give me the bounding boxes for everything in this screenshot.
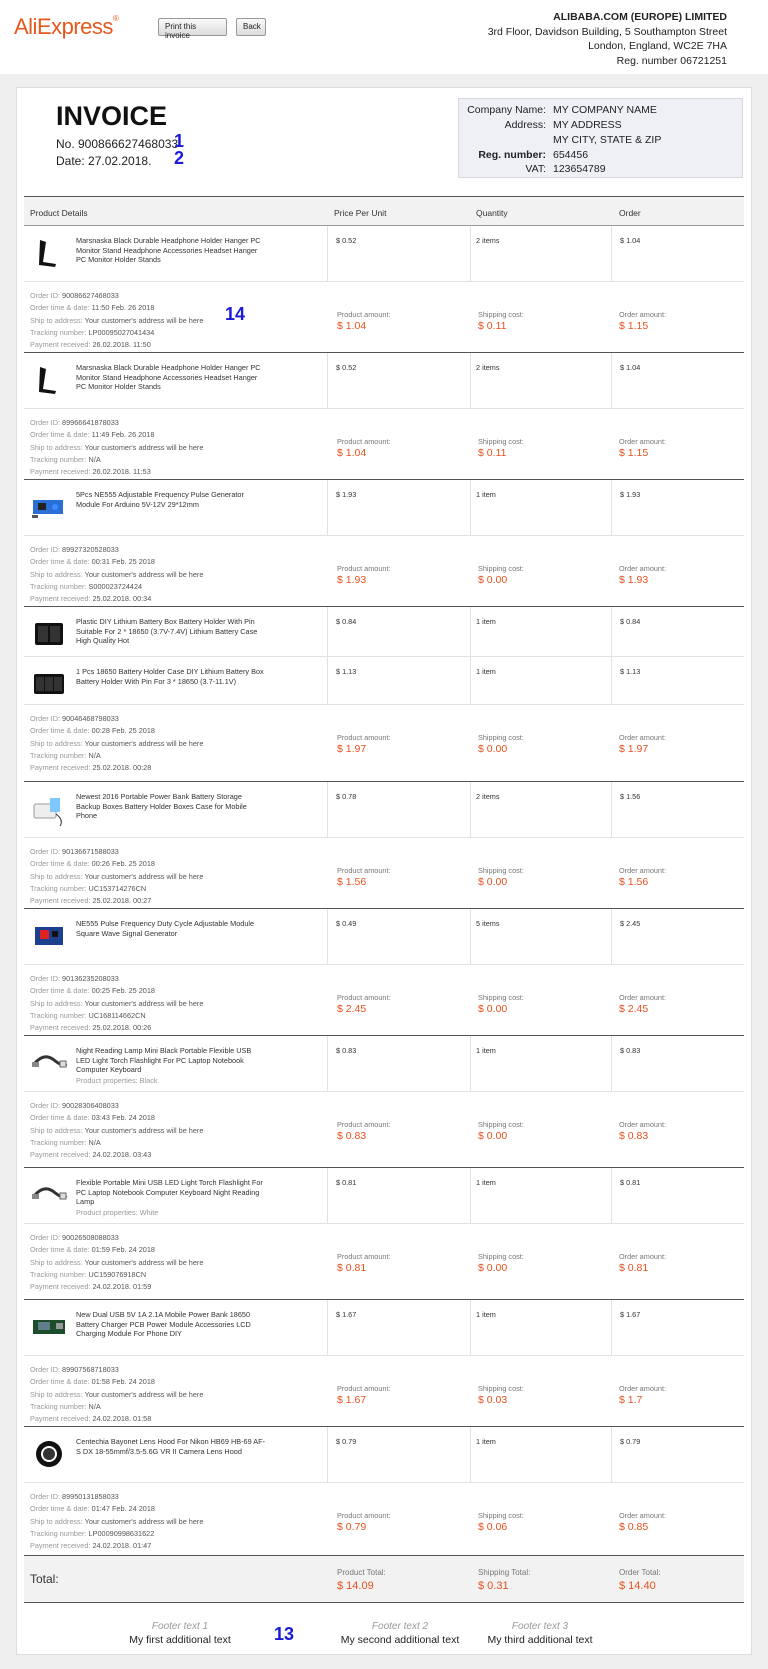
quantity: 1 item	[476, 490, 496, 499]
order-amount-value: $ 1.15	[619, 447, 649, 459]
line-order-total: $ 0.81	[620, 1178, 641, 1187]
tracking-number: Tracking number: N/A	[30, 1401, 101, 1411]
seller-company-name: ALIBABA.COM (EUROPE) LIMITED	[553, 11, 727, 23]
product-amount-value: $ 1.97	[337, 743, 367, 755]
order-section	[24, 909, 744, 1036]
order-amount-value: $ 0.81	[619, 1262, 649, 1274]
line-order-total: $ 1.04	[620, 363, 641, 372]
line-order-total: $ 2.45	[620, 919, 641, 928]
product-amount-value: $ 1.93	[337, 574, 367, 586]
order-meta	[30, 417, 320, 478]
address-label: Address:	[504, 119, 546, 131]
product-row	[24, 607, 744, 657]
billing-info-box	[458, 98, 743, 178]
unit-price: $ 1.93	[336, 490, 357, 499]
shipping-cost-label: Shipping cost:	[478, 1120, 524, 1129]
product-name[interactable]: Plastic DIY Lithium Battery Box Battery Holder With Pin Suitable For 2 * 18650 (3.7V-7.4V) Lithium Battery Case High Quality Hot	[76, 617, 258, 645]
headphone-holder-icon[interactable]	[30, 234, 68, 272]
pulse-generator-module-icon[interactable]	[30, 488, 68, 526]
order-amount-label: Order amount:	[619, 1120, 667, 1129]
product-row	[24, 1300, 744, 1356]
shipping-cost-label: Shipping cost:	[478, 993, 524, 1002]
shipping-cost-value: $ 0.00	[478, 1003, 508, 1015]
order-section	[24, 480, 744, 607]
line-order-total: $ 1.67	[620, 1310, 641, 1319]
product-amount-value: $ 1.04	[337, 320, 367, 332]
product-name[interactable]: New Dual USB 5V 1A 2.1A Mobile Power Bank 18650 Battery Charger PCB Power Module Accessories LCD Charging Module For Phone DIY	[76, 1310, 251, 1338]
product-amount-label: Product amount:	[337, 733, 391, 742]
order-total-value: $ 14.40	[619, 1580, 656, 1592]
print-invoice-button[interactable]: Print this invoice	[158, 18, 227, 36]
order-id: Order ID: 90136235208033	[30, 974, 119, 983]
seller-address-line-1: 3rd Floor, Davidson Building, 5 Southampton Street	[487, 25, 727, 38]
order-section	[24, 226, 744, 353]
shipping-cost-value: $ 0.00	[478, 1262, 508, 1274]
reg-number-label: Reg. number:	[478, 149, 546, 161]
shipping-cost-label: Shipping cost:	[478, 437, 524, 446]
line-order-total: $ 0.84	[620, 617, 641, 626]
order-time: Order time & date: 00:25 Feb. 25 2018	[30, 986, 155, 996]
product-amount-value: $ 1.56	[337, 876, 367, 888]
product-amount-label: Product amount:	[337, 1511, 391, 1520]
quantity: 1 item	[476, 1046, 496, 1055]
quantity: 2 items	[476, 363, 500, 372]
quantity: 1 item	[476, 1178, 496, 1187]
order-meta	[30, 290, 320, 351]
unit-price: $ 0.79	[336, 1437, 357, 1446]
quantity: 1 item	[476, 1437, 496, 1446]
col-price-per-unit: Price Per Unit	[334, 208, 387, 218]
ship-to-address: Ship to address: Your customer's address will be here	[30, 442, 204, 452]
product-amount-value: $ 2.45	[337, 1003, 367, 1015]
unit-price: $ 0.52	[336, 363, 357, 372]
order-amount-label: Order amount:	[619, 564, 667, 573]
product-amount-value: $ 0.79	[337, 1521, 367, 1533]
seller-company-info	[488, 10, 727, 68]
order-time: Order time & date: 00:26 Feb. 25 2018	[30, 859, 155, 869]
shipping-total-label: Shipping Total:	[478, 1568, 531, 1577]
marker-14: 14	[225, 304, 246, 324]
product-total-label: Product Total:	[337, 1568, 386, 1577]
footer-1	[110, 1621, 250, 1646]
unit-price: $ 0.84	[336, 617, 357, 626]
tracking-number: Tracking number: UC159076918CN	[30, 1269, 147, 1279]
order-section	[24, 607, 744, 782]
unit-price: $ 0.81	[336, 1178, 357, 1187]
lens-hood-icon[interactable]	[30, 1435, 68, 1473]
order-meta	[30, 1232, 320, 1293]
tracking-number: Tracking number: N/A	[30, 1137, 101, 1147]
payment-received: Payment received: 24.02.2018. 01:47	[30, 1541, 152, 1551]
unit-price: $ 0.49	[336, 919, 357, 928]
shipping-total-value: $ 0.31	[478, 1580, 509, 1592]
invoice-title: INVOICE	[56, 101, 168, 131]
product-name[interactable]: Newest 2016 Portable Power Bank Battery Storage Backup Boxes Battery Holder Boxes Case for Mobile Phone	[76, 792, 247, 820]
payment-received: Payment received: 25.02.2018. 00:28	[30, 763, 152, 773]
product-amount-label: Product amount:	[337, 310, 391, 319]
order-id: Order ID: 89927320528033	[30, 545, 119, 554]
power-bank-module-icon[interactable]	[30, 1308, 68, 1346]
order-id: Order ID: 89950131858033	[30, 1492, 119, 1501]
product-row	[24, 1427, 744, 1483]
product-amount-label: Product amount:	[337, 1384, 391, 1393]
totals-row	[24, 1556, 744, 1603]
payment-received: Payment received: 24.02.2018. 03:43	[30, 1150, 152, 1160]
ship-to-address: Ship to address: Your customer's address will be here	[30, 998, 204, 1008]
headphone-holder-icon[interactable]	[30, 361, 68, 399]
shipping-cost-value: $ 0.03	[478, 1394, 508, 1406]
product-properties: Product properties: White	[76, 1207, 159, 1217]
product-amount-value: $ 0.81	[337, 1262, 367, 1274]
order-time: Order time & date: 03:43 Feb. 24 2018	[30, 1113, 155, 1123]
product-row	[24, 782, 744, 838]
footer-1-text: My first additional text	[129, 1634, 231, 1646]
order-id: Order ID: 90026508088033	[30, 1233, 119, 1242]
product-name[interactable]: 1 Pcs 18650 Battery Holder Case DIY Lithium Battery Box Battery Holder With Pin For 3 * 18650 (3.7-11.1V)	[76, 667, 264, 686]
ship-to-address: Ship to address: Your customer's address will be here	[30, 1389, 204, 1399]
order-amount-value: $ 1.97	[619, 743, 649, 755]
order-id: Order ID: 89907568718033	[30, 1365, 119, 1374]
shipping-cost-value: $ 0.00	[478, 1130, 508, 1142]
payment-received: Payment received: 25.02.2018. 00:27	[30, 896, 152, 906]
line-order-total: $ 1.04	[620, 236, 641, 245]
payment-received: Payment received: 25.02.2018. 00:26	[30, 1023, 152, 1033]
product-row	[24, 353, 744, 409]
shipping-cost-label: Shipping cost:	[478, 1252, 524, 1261]
payment-received: Payment received: 24.02.2018. 01:58	[30, 1414, 152, 1424]
product-row	[24, 1168, 744, 1224]
product-total-value: $ 14.09	[337, 1580, 374, 1592]
shipping-cost-label: Shipping cost:	[478, 1511, 524, 1520]
shipping-cost-value: $ 0.06	[478, 1521, 508, 1533]
product-name[interactable]: Marsnaska Black Durable Headphone Holder Hanger PC Monitor Stand Headphone Accessories Headset Hanger PC Monitor Holder Stands	[76, 236, 261, 264]
order-meta	[30, 846, 320, 907]
line-order-total: $ 1.13	[620, 667, 641, 676]
quantity: 1 item	[476, 1310, 496, 1319]
product-name[interactable]: NE555 Pulse Frequency Duty Cycle Adjustable Module Square Wave Signal Generator	[76, 919, 255, 938]
quantity: 1 item	[476, 617, 496, 626]
order-amount-label: Order amount:	[619, 1252, 667, 1261]
order-section	[24, 1427, 744, 1556]
payment-received: Payment received: 26.02.2018. 11:53	[30, 467, 151, 477]
order-amount-label: Order amount:	[619, 310, 667, 319]
ship-to-address: Ship to address: Your customer's address will be here	[30, 315, 204, 325]
company-name-label: Company Name:	[467, 104, 546, 116]
product-amount-label: Product amount:	[337, 437, 391, 446]
order-section	[24, 353, 744, 480]
marker-1: 1	[174, 131, 185, 151]
order-amount-value: $ 1.93	[619, 574, 649, 586]
vat-label: VAT:	[525, 163, 546, 175]
order-meta	[30, 544, 320, 605]
vat-value: 123654789	[553, 163, 606, 175]
footer-2-text: My second additional text	[340, 1634, 460, 1646]
order-meta	[30, 973, 320, 1034]
order-amount-value: $ 0.83	[619, 1130, 649, 1142]
shipping-cost-value: $ 0.11	[478, 447, 507, 459]
shipping-cost-label: Shipping cost:	[478, 310, 524, 319]
product-row	[24, 909, 744, 965]
order-amount-label: Order amount:	[619, 866, 667, 875]
reg-number-value: 654456	[553, 149, 589, 161]
footer-1-title: Footer text 1	[151, 1621, 209, 1632]
total-label: Total:	[30, 1572, 59, 1586]
line-order-total: $ 1.56	[620, 792, 641, 801]
line-order-total: $ 1.93	[620, 490, 641, 499]
product-row	[24, 480, 744, 536]
order-amount-label: Order amount:	[619, 1384, 667, 1393]
ship-to-address: Ship to address: Your customer's address will be here	[30, 738, 204, 748]
product-amount-label: Product amount:	[337, 1120, 391, 1129]
order-amount-value: $ 1.56	[619, 876, 649, 888]
order-section	[24, 782, 744, 909]
footer-3	[470, 1621, 610, 1646]
order-time: Order time & date: 11:49 Feb. 26 2018	[30, 430, 155, 440]
battery-holder-icon[interactable]	[30, 615, 68, 653]
footer-2-title: Footer text 2	[371, 1621, 429, 1632]
aliexpress-logo: AliExpress®	[14, 14, 119, 39]
product-properties: Product properties: Black	[76, 1075, 158, 1085]
ship-to-address: Ship to address: Your customer's address will be here	[30, 1516, 204, 1526]
order-time: Order time & date: 01:58 Feb. 24 2018	[30, 1377, 155, 1387]
payment-received: Payment received: 24.02.2018. 01:59	[30, 1282, 152, 1292]
order-meta	[30, 1100, 320, 1161]
back-button[interactable]: Back	[236, 18, 266, 36]
seller-address-line-2: London, England, WC2E 7HA	[588, 40, 727, 52]
product-amount-label: Product amount:	[337, 866, 391, 875]
footer-2	[330, 1621, 470, 1646]
col-product-details: Product Details	[30, 208, 88, 218]
shipping-cost-value: $ 0.00	[478, 574, 508, 586]
address-value: MY ADDRESS	[553, 119, 622, 131]
col-quantity: Quantity	[476, 208, 508, 218]
product-amount-value: $ 0.83	[337, 1130, 367, 1142]
order-amount-label: Order amount:	[619, 993, 667, 1002]
line-order-total: $ 0.83	[620, 1046, 641, 1055]
ship-to-address: Ship to address: Your customer's address will be here	[30, 569, 204, 579]
payment-received: Payment received: 26.02.2018. 11:50	[30, 340, 151, 350]
invoice-date: Date: 27.02.2018.	[56, 154, 152, 168]
product-amount-value: $ 1.04	[337, 447, 367, 459]
footer-3-text: My third additional text	[487, 1634, 593, 1646]
order-id: Order ID: 90086627468033	[30, 291, 119, 300]
line-order-total: $ 0.79	[620, 1437, 641, 1446]
quantity: 1 item	[476, 667, 496, 676]
product-name[interactable]: Flexible Portable Mini USB LED Light Torch Flashlight For PC Laptop Notebook Computer Keyboard Night Reading Lamp Product properties: White	[76, 1178, 266, 1217]
ship-to-address: Ship to address: Your customer's address will be here	[30, 1125, 204, 1135]
order-id: Order ID: 89966641878033	[30, 418, 119, 427]
order-amount-value: $ 1.15	[619, 320, 649, 332]
order-amount-value: $ 0.85	[619, 1521, 649, 1533]
table-header	[24, 196, 744, 226]
product-amount-label: Product amount:	[337, 1252, 391, 1261]
order-amount-label: Order amount:	[619, 437, 667, 446]
tracking-number: Tracking number: UC168114662CN	[30, 1010, 146, 1020]
footer-3-title: Footer text 3	[511, 1621, 569, 1632]
shipping-cost-label: Shipping cost:	[478, 564, 524, 573]
marker-2: 2	[174, 148, 185, 168]
order-meta	[30, 1364, 320, 1425]
seller-reg-number: Reg. number 06721251	[616, 54, 727, 67]
tracking-number: Tracking number: N/A	[30, 454, 101, 464]
product-name[interactable]: Centechia Bayonet Lens Hood For Nikon HB69 HB-69 AF-S DX 18-55mmf/3.5-5.6G VR II Camera Lens Hood	[76, 1437, 266, 1456]
order-time: Order time & date: 11:50 Feb. 26 2018	[30, 303, 155, 313]
order-time: Order time & date: 00:28 Feb. 25 2018	[30, 726, 155, 736]
order-id: Order ID: 90136671588033	[30, 847, 119, 856]
unit-price: $ 0.83	[336, 1046, 357, 1055]
product-amount-label: Product amount:	[337, 564, 391, 573]
quantity: 2 items	[476, 792, 500, 801]
battery-holder-3x-icon[interactable]	[30, 665, 68, 703]
order-section	[24, 1300, 744, 1427]
order-time: Order time & date: 01:47 Feb. 24 2018	[30, 1504, 155, 1514]
order-section	[24, 1168, 744, 1300]
power-bank-case-icon[interactable]	[30, 790, 68, 828]
shipping-cost-label: Shipping cost:	[478, 1384, 524, 1393]
unit-price: $ 0.78	[336, 792, 357, 801]
order-amount-label: Order amount:	[619, 1511, 667, 1520]
order-id: Order ID: 90046468798033	[30, 714, 119, 723]
payment-received: Payment received: 25.02.2018. 00:34	[30, 594, 152, 604]
shipping-cost-label: Shipping cost:	[478, 733, 524, 742]
order-meta	[30, 713, 320, 774]
usb-lamp-icon[interactable]	[30, 1044, 68, 1082]
unit-price: $ 0.52	[336, 236, 357, 245]
product-row	[24, 226, 744, 282]
signal-generator-module-icon[interactable]	[30, 917, 68, 955]
quantity: 5 items	[476, 919, 500, 928]
company-name-value: MY COMPANY NAME	[553, 104, 657, 116]
order-total-label: Order Total:	[619, 1568, 661, 1577]
usb-lamp-icon[interactable]	[30, 1176, 68, 1214]
product-amount-value: $ 1.67	[337, 1394, 367, 1406]
tracking-number: Tracking number: N/A	[30, 750, 101, 760]
shipping-cost-value: $ 0.00	[478, 876, 508, 888]
product-row	[24, 657, 744, 705]
unit-price: $ 1.67	[336, 1310, 357, 1319]
order-id: Order ID: 90028306408033	[30, 1101, 119, 1110]
order-time: Order time & date: 01:59 Feb. 24 2018	[30, 1245, 155, 1255]
product-amount-label: Product amount:	[337, 993, 391, 1002]
ship-to-address: Ship to address: Your customer's address will be here	[30, 871, 204, 881]
order-section	[24, 1036, 744, 1168]
quantity: 2 items	[476, 236, 500, 245]
order-time: Order time & date: 00:31 Feb. 25 2018	[30, 557, 155, 567]
product-name[interactable]: 5Pcs NE555 Adjustable Frequency Pulse Generator Module For Arduino 5V-12V 29*12mm	[76, 490, 244, 509]
shipping-cost-value: $ 0.00	[478, 743, 508, 755]
unit-price: $ 1.13	[336, 667, 357, 676]
tracking-number: Tracking number: LP00090998631622	[30, 1528, 155, 1538]
tracking-number: Tracking number: LP00095027041434	[30, 327, 155, 337]
shipping-cost-value: $ 0.11	[478, 320, 507, 332]
product-row	[24, 1036, 744, 1092]
address-line-2: MY CITY, STATE & ZIP	[553, 134, 662, 146]
order-amount-value: $ 2.45	[619, 1003, 649, 1015]
top-bar	[0, 0, 768, 74]
ship-to-address: Ship to address: Your customer's address will be here	[30, 1257, 204, 1267]
product-name[interactable]: Marsnaska Black Durable Headphone Holder Hanger PC Monitor Stand Headphone Accessories Headset Hanger PC Monitor Holder Stands	[76, 363, 261, 391]
tracking-number: Tracking number: S000023724424	[30, 581, 143, 591]
order-amount-value: $ 1.7	[619, 1394, 643, 1406]
col-order: Order	[619, 208, 641, 218]
product-name[interactable]: Night Reading Lamp Mini Black Portable Flexible USB LED Light Torch Flashlight For PC Laptop Notebook Computer Keyboard Product properties: Black	[76, 1046, 266, 1085]
tracking-number: Tracking number: UC153714276CN	[30, 883, 147, 893]
marker-13: 13	[274, 1624, 295, 1644]
shipping-cost-label: Shipping cost:	[478, 866, 524, 875]
order-meta	[30, 1491, 320, 1552]
invoice-number: No. 900866627468033	[56, 137, 179, 151]
order-amount-label: Order amount:	[619, 733, 667, 742]
